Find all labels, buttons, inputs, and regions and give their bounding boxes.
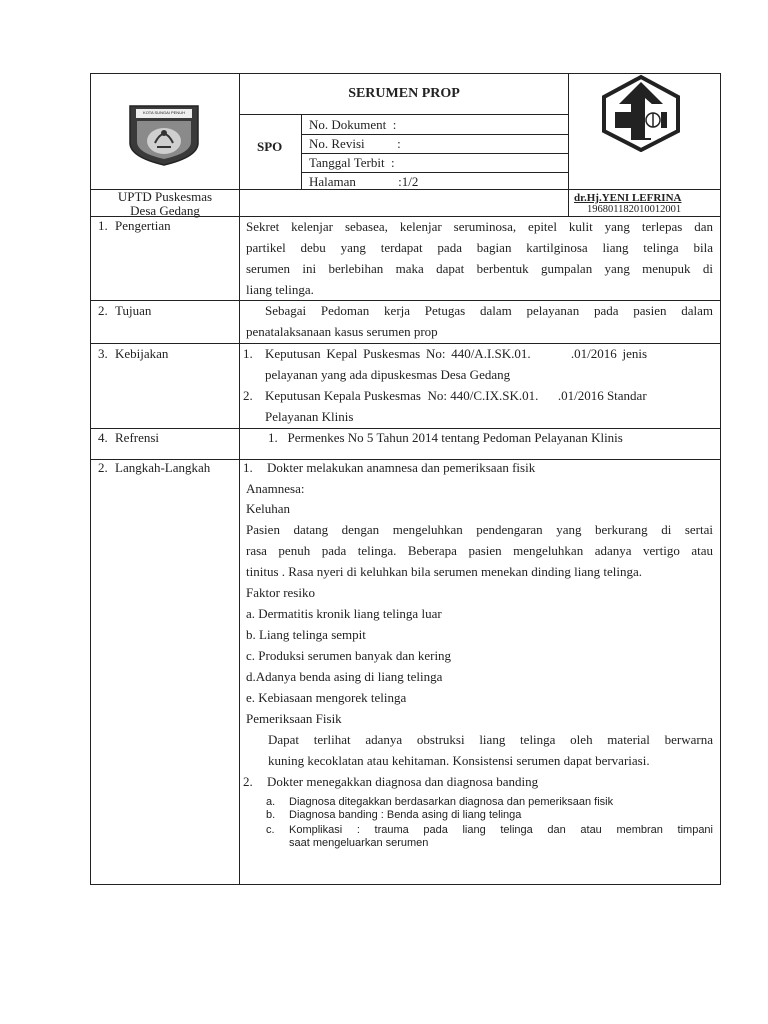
sub-item-text-continued: saat mengeluarkan serumen [289, 837, 429, 849]
title-row-line [239, 114, 569, 115]
signer-name: dr.Hj.YENI LEFRINA [574, 192, 682, 204]
row-line-pengertian [90, 300, 721, 301]
faktor-item: a. Dermatitis kronik liang telinga luar [246, 606, 442, 621]
sub-item-text: Diagnosa banding : Benda asing di liang telinga [289, 809, 522, 821]
faktor-item: b. Liang telinga sempit [246, 627, 366, 642]
spo-label: SPO [257, 139, 283, 154]
faktor-item: c. Produksi serumen banyak dan kering [246, 648, 452, 663]
kebijakan-item-line: Keputusan Kepala Puskesmas No: 440/C.IX.SK.01. .01/2016 Standar [265, 388, 647, 403]
org-name-line2: Desa Gedang [130, 203, 200, 218]
kebijakan-item-number: 2. [243, 388, 253, 403]
section-number: 3. [98, 346, 108, 361]
doc-row-line [301, 153, 569, 154]
step-number: 1. [243, 460, 253, 475]
table-border-right [720, 73, 721, 885]
step-1-text: Dokter melakukan anamnesa dan pemeriksaan fisik [267, 460, 536, 475]
doc-number-row: No. Dokument : [309, 117, 397, 132]
section-number: 1. [98, 218, 108, 233]
puskesmas-emblem [599, 74, 683, 157]
city-logo [127, 103, 201, 172]
sub-item-letter: a. [266, 796, 276, 808]
table-border-bottom [90, 884, 721, 885]
kebijakan-item-number: 1. [243, 346, 253, 361]
section-label-refrensi: Refrensi [115, 430, 160, 445]
step-number: 2. [243, 774, 253, 789]
row-line-kebijakan [90, 428, 721, 429]
org-name-line1: UPTD Puskesmas [117, 189, 213, 204]
doc-issue-date-row: Tanggal Terbit : [309, 155, 395, 170]
document-title: SERUMEN PROP [348, 86, 460, 101]
pengertian-line: Sekret kelenjar sebasea, kelenjar seruminosa, epitel kulit yang terlepas dan [246, 219, 713, 234]
sub-item-text: Komplikasi : trauma pada liang telinga dan atau membran timpani [289, 824, 713, 836]
kebijakan-item-line: pelayanan yang ada dipuskesmas Desa Gedang [265, 367, 511, 382]
tujuan-line: Sebagai Pedoman kerja Petugas dalam pelayanan pada pasien dalam [265, 303, 713, 318]
doc-page-row: Halaman :1/2 [309, 174, 419, 189]
section-label-pengertian: Pengertian [115, 218, 171, 233]
doc-revision-row: No. Revisi : [309, 136, 401, 151]
sub-item-letter: c. [266, 824, 275, 836]
pengertian-line: serumen ini berlebihan maka dapat berbentuk gumpalan yang menupuk di [246, 261, 713, 276]
faktor-item: d.Adanya benda asing di liang telinga [246, 669, 443, 684]
kebijakan-item-line: Pelayanan Klinis [265, 409, 354, 424]
refrensi-item: 1. Permenkes No 5 Tahun 2014 tentang Pedoman Pelayanan Klinis [268, 430, 623, 445]
pemeriksaan-heading: Pemeriksaan Fisik [246, 711, 342, 726]
anamnesa-heading: Anamnesa: [246, 481, 305, 496]
spo-divider [301, 114, 302, 190]
kebijakan-item-line: Keputusan Kepal Puskesmas No: 440/A.I.SK.01. .01/2016 jenis [265, 346, 648, 361]
faktor-item: e. Kebiasaan mengorek telinga [246, 690, 407, 705]
logo-text: KOTA SUNGAI PENUH [143, 110, 185, 115]
section-label-langkah: Langkah-Langkah [115, 460, 211, 475]
keluhan-heading: Keluhan [246, 501, 291, 516]
sub-item-text: Diagnosa ditegakkan berdasarkan diagnosa dan pemeriksaan fisik [289, 796, 614, 808]
pengertian-line: liang telinga. [246, 282, 314, 297]
keluhan-line: tinitus . Rasa nyeri di keluhkan bila serumen menekan dinding liang telinga. [246, 564, 643, 579]
section-number: 2. [98, 460, 108, 475]
keluhan-line: Pasien datang dengan mengeluhkan pendengaran yang berkurang di sertai [246, 522, 713, 537]
doc-row-line [301, 134, 569, 135]
faktor-heading: Faktor resiko [246, 585, 315, 600]
section-number: 4. [98, 430, 108, 445]
section-label-tujuan: Tujuan [115, 303, 152, 318]
keluhan-line: rasa penuh pada telinga. Beberapa pasien mengeluhkan adanya vertigo atau [246, 543, 713, 558]
step-2-text: Dokter menegakkan diagnosa dan diagnosa banding [267, 774, 539, 789]
pengertian-line: partikel debu yang terdapat pada bagian kartilginosa liang telinga bila [246, 240, 713, 255]
signer-nip: 196801182010012001 [587, 204, 682, 215]
doc-row-line [301, 172, 569, 173]
sub-item-letter: b. [266, 809, 276, 821]
row-line-tujuan [90, 343, 721, 344]
section-number: 2. [98, 303, 108, 318]
section-label-kebijakan: Kebijakan [115, 346, 169, 361]
pemeriksaan-line: Dapat terlihat adanya obstruksi liang telinga oleh material berwarna [268, 732, 713, 747]
pemeriksaan-line: kuning kecoklatan atau kehitaman. Konsistensi serumen dapat bervariasi. [268, 753, 650, 768]
tujuan-line: penatalaksanaan kasus serumen prop [246, 324, 438, 339]
